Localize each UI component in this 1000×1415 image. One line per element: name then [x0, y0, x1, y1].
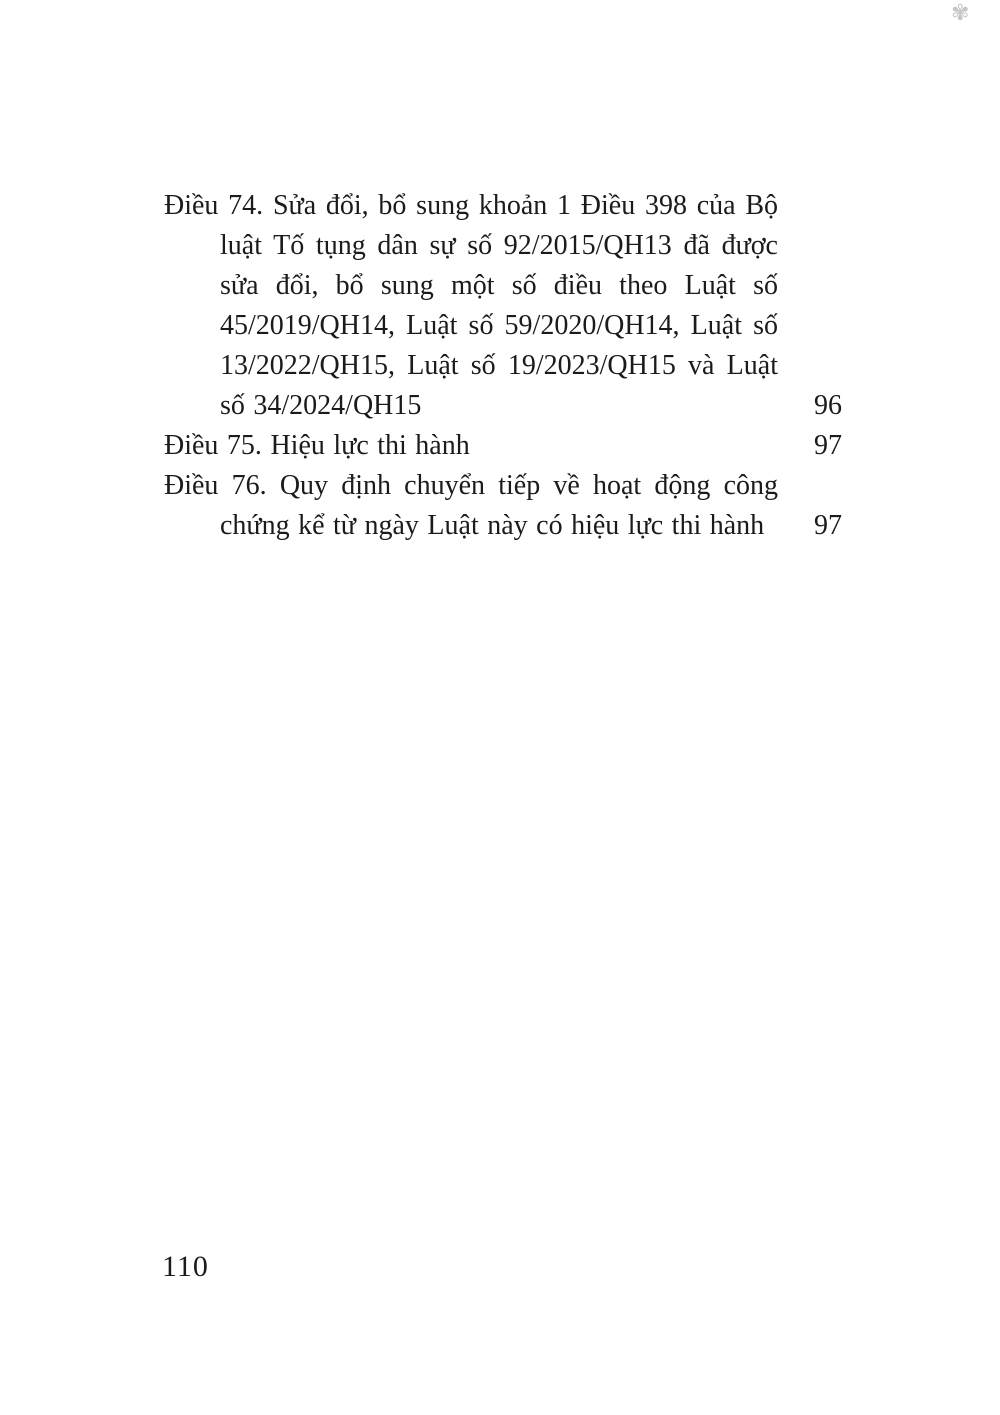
- toc-entry-title: Sửa đổi, bổ sung khoản 1 Điều 398 của Bộ luật Tố tụng dân sự số 92/2015/QH13 đã được sửa đổi, bổ sung một số điều theo Luật số 45/2019/QH14, Luật số 59/2020/QH14, Luật số 13/2022/QH15, Luật số 19/2023/QH15 và Luật số 34/2024/QH15: [220, 190, 778, 421]
- toc-entry-text: [164, 186, 778, 426]
- table-of-contents: [164, 186, 842, 546]
- toc-entry-label: Điều 75.: [164, 430, 262, 461]
- flower-ornament-icon: ✾: [951, 0, 970, 25]
- toc-entry-text: [164, 426, 778, 466]
- toc-entry-title: Hiệu lực thi hành: [270, 430, 470, 461]
- toc-entry-text: [164, 466, 778, 546]
- toc-entry-label: Điều 74.: [164, 190, 264, 221]
- footer-page-number: 110: [162, 1250, 209, 1283]
- toc-entry-dieu-75: [164, 426, 842, 466]
- toc-entry-page-number: 96: [814, 390, 842, 421]
- toc-entry-page-number: 97: [814, 510, 842, 541]
- toc-entry-dieu-76: [164, 466, 842, 546]
- toc-entry-label: Điều 76.: [164, 470, 267, 501]
- toc-entry-dieu-74: [164, 186, 842, 426]
- toc-entry-title: Quy định chuyển tiếp về hoạt động công chứng kể từ ngày Luật này có hiệu lực thi hành: [220, 470, 779, 541]
- toc-entry-page-number: 97: [814, 430, 842, 461]
